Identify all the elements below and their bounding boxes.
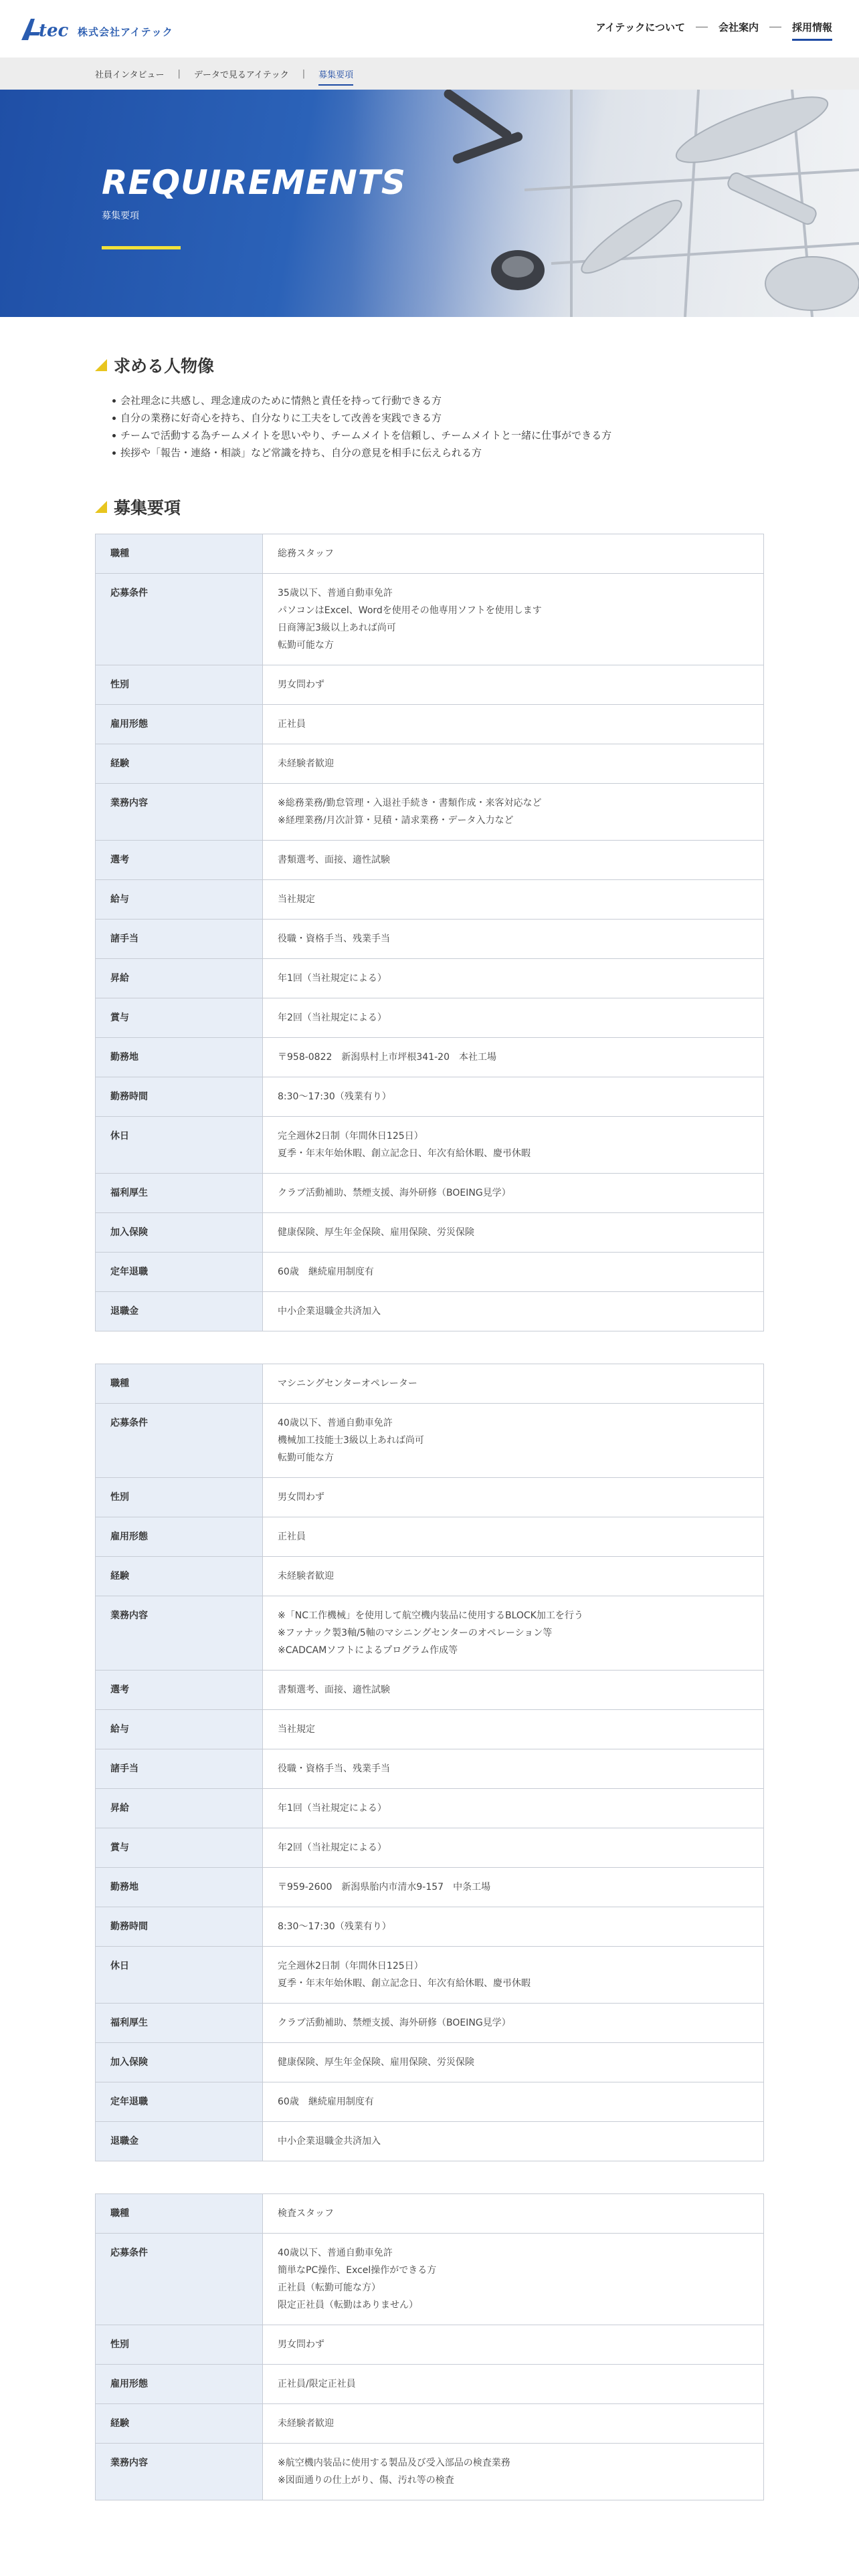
- row-value: [263, 1174, 764, 1213]
- subnav-separator: |: [302, 68, 306, 79]
- row-label: 業務内容: [96, 2444, 263, 2500]
- heading-marker-icon: [95, 359, 107, 371]
- row-label: 性別: [96, 665, 263, 705]
- site-header: [0, 0, 859, 58]
- main-content: [95, 317, 764, 2500]
- row-value-line: 総務スタッフ: [278, 548, 334, 559]
- row-label: 職種: [96, 534, 263, 574]
- table-row: [96, 1174, 764, 1213]
- table-row: [96, 2043, 764, 2082]
- row-value-line: 中小企業退職金共済加入: [278, 2136, 381, 2147]
- table-row: [96, 2004, 764, 2043]
- row-label: 定年退職: [96, 1253, 263, 1292]
- table-row: [96, 1117, 764, 1174]
- row-value-line: 未経験者歓迎: [278, 1571, 334, 1582]
- table-row: [96, 534, 764, 574]
- nav-item-recruit[interactable]: 採用情報: [792, 20, 832, 38]
- row-value-line: 〒958-0822 新潟県村上市坪根341-20 本社工場: [278, 1052, 496, 1063]
- logo-mark-icon: [20, 15, 74, 41]
- persona-list: [95, 392, 764, 461]
- table-row: [96, 2234, 764, 2325]
- table-row: [96, 665, 764, 705]
- row-value-line: 正社員: [278, 719, 306, 730]
- row-value: [263, 1213, 764, 1253]
- row-label: 退職金: [96, 2122, 263, 2161]
- row-value: [263, 1292, 764, 1331]
- row-value: [263, 2043, 764, 2082]
- row-value: [263, 744, 764, 784]
- row-value-line: クラブ活動補助、禁煙支援、海外研修（BOEING見学）: [278, 2018, 511, 2028]
- row-value-line: 60歳 継続雇用制度有: [278, 2097, 374, 2107]
- row-value-line: ※図面通りの仕上がり、傷、汚れ等の検査: [278, 2475, 454, 2486]
- row-value-line: 60歳 継続雇用制度有: [278, 1267, 374, 1277]
- row-value-line: 年2回（当社規定による）: [278, 1842, 387, 1853]
- row-value: [263, 1478, 764, 1517]
- table-row: [96, 1947, 764, 2004]
- row-value-line: 書類選考、面接、適性試験: [278, 855, 390, 865]
- table-row: [96, 1213, 764, 1253]
- row-value: [263, 1789, 764, 1828]
- row-value-line: マシニングセンターオペレーター: [278, 1378, 417, 1389]
- row-value-line: 簡単なPC操作、Excel操作ができる方: [278, 2265, 437, 2276]
- row-value: [263, 2194, 764, 2234]
- row-label: 勤務地: [96, 1038, 263, 1077]
- row-value: [263, 2234, 764, 2325]
- row-value-line: 正社員（転勤可能な方）: [278, 2282, 381, 2293]
- table-row: [96, 574, 764, 665]
- row-value: [263, 880, 764, 920]
- row-label: 経験: [96, 744, 263, 784]
- row-value-line: 年1回（当社規定による）: [278, 1803, 387, 1814]
- table-row: [96, 2404, 764, 2444]
- svg-text:tec: tec: [39, 21, 69, 41]
- row-value-line: ※総務業務/勤怠管理・入退社手続き・書類作成・来客対応など: [278, 798, 542, 809]
- table-row: [96, 2082, 764, 2122]
- table-row: [96, 1710, 764, 1749]
- table-row: [96, 920, 764, 959]
- row-value-line: 未経験者歓迎: [278, 2418, 334, 2429]
- hero-model-parts-image: [351, 90, 859, 317]
- row-value: [263, 1038, 764, 1077]
- row-label: 勤務地: [96, 1868, 263, 1907]
- table-row: [96, 998, 764, 1038]
- row-value-line: ※航空機内装品に使用する製品及び受入部品の検査業務: [278, 2458, 510, 2468]
- row-value: [263, 1828, 764, 1868]
- table-row: [96, 1077, 764, 1117]
- row-value-line: 未経験者歓迎: [278, 758, 334, 769]
- row-label: 職種: [96, 1364, 263, 1404]
- row-label: 福利厚生: [96, 2004, 263, 2043]
- main-nav: [596, 20, 832, 38]
- row-value-line: 完全週休2日制（年間休日125日）: [278, 1131, 423, 1142]
- row-value-line: 日商簿記3級以上あれば尚可: [278, 623, 396, 633]
- row-value-line: ※「NC工作機械」を使用して航空機内装品に使用するBLOCK加工を行う: [278, 1610, 583, 1621]
- row-value: [263, 2122, 764, 2161]
- table-row: [96, 1557, 764, 1596]
- subnav-separator: |: [177, 68, 181, 79]
- row-value-line: 当社規定: [278, 1724, 315, 1735]
- row-label: 勤務時間: [96, 1077, 263, 1117]
- row-value: [263, 841, 764, 880]
- row-value-line: 年1回（当社規定による）: [278, 973, 387, 984]
- row-value-line: 夏季・年末年始休暇、創立記念日、年次有給休暇、慶弔休暇: [278, 1978, 531, 1989]
- row-value-line: クラブ活動補助、禁煙支援、海外研修（BOEING見学）: [278, 1188, 511, 1198]
- table-row: [96, 1907, 764, 1947]
- row-label: 業務内容: [96, 784, 263, 841]
- hero-accent-bar: [102, 246, 181, 249]
- row-value-line: 転勤可能な方: [278, 1453, 334, 1463]
- requirements-heading: [95, 495, 764, 519]
- row-label: 応募条件: [96, 1404, 263, 1478]
- row-value-line: 検査スタッフ: [278, 2208, 334, 2219]
- row-value: [263, 1404, 764, 1478]
- row-value-line: 役職・資格手当、残業手当: [278, 934, 390, 944]
- table-row: [96, 2122, 764, 2161]
- row-value: [263, 1868, 764, 1907]
- row-value-line: 書類選考、面接、適性試験: [278, 1685, 390, 1695]
- job-table: [95, 1364, 764, 2161]
- row-value-line: 限定正社員（転勤はありません）: [278, 2300, 418, 2311]
- table-row: [96, 1038, 764, 1077]
- table-row: [96, 705, 764, 744]
- company-logo[interactable]: [20, 15, 173, 41]
- row-value: [263, 2404, 764, 2444]
- row-label: 定年退職: [96, 2082, 263, 2122]
- row-value: [263, 1596, 764, 1671]
- row-label: 職種: [96, 2194, 263, 2234]
- table-row: [96, 1789, 764, 1828]
- row-label: 選考: [96, 841, 263, 880]
- row-value: [263, 1077, 764, 1117]
- row-value-line: 機械加工技能士3級以上あれば尚可: [278, 1435, 424, 1446]
- row-value: [263, 1557, 764, 1596]
- row-value: [263, 574, 764, 665]
- row-label: 賞与: [96, 998, 263, 1038]
- row-label: 雇用形態: [96, 705, 263, 744]
- table-row: [96, 1671, 764, 1710]
- subnav-item-requirements[interactable]: 募集要項: [318, 68, 353, 80]
- row-label: 性別: [96, 2325, 263, 2365]
- table-row: [96, 1828, 764, 1868]
- row-value-line: 40歳以下、普通自動車免許: [278, 2248, 393, 2258]
- row-value-line: 役職・資格手当、残業手当: [278, 1763, 390, 1774]
- subnav-item-interview[interactable]: 社員インタビュー: [95, 70, 165, 80]
- table-row: [96, 1253, 764, 1292]
- row-value: [263, 1253, 764, 1292]
- row-value-line: 35歳以下、普通自動車免許: [278, 588, 393, 599]
- table-row: [96, 1868, 764, 1907]
- list-item: チームで活動する為チームメイトを思いやり、チームメイトを信頼し、チームメイトと一緒に仕事ができる方: [112, 427, 764, 444]
- row-value: [263, 1947, 764, 2004]
- row-value: [263, 2444, 764, 2500]
- row-value-line: 8:30〜17:30（残業有り）: [278, 1091, 391, 1102]
- row-value-line: 転勤可能な方: [278, 640, 334, 651]
- table-row: [96, 841, 764, 880]
- list-item: 自分の業務に好奇心を持ち、自分なりに工夫をして改善を実践できる方: [112, 409, 764, 427]
- row-label: 昇給: [96, 1789, 263, 1828]
- row-value-line: 夏季・年末年始休暇、創立記念日、年次有給休暇、慶弔休暇: [278, 1148, 531, 1159]
- row-label: 経験: [96, 1557, 263, 1596]
- row-label: 加入保険: [96, 2043, 263, 2082]
- row-value: [263, 784, 764, 841]
- company-name: 株式会社アイテック: [78, 26, 173, 38]
- row-value-line: 男女問わず: [278, 679, 324, 690]
- row-value-line: 正社員/限定正社員: [278, 2379, 356, 2389]
- row-label: 業務内容: [96, 1596, 263, 1671]
- row-value: [263, 665, 764, 705]
- job-tables: [95, 534, 764, 2500]
- hero-banner: [0, 90, 859, 317]
- hero-title: REQUIREMENTS: [102, 163, 406, 202]
- row-value: [263, 1671, 764, 1710]
- row-value: [263, 1907, 764, 1947]
- row-label: 雇用形態: [96, 2365, 263, 2404]
- table-row: [96, 1596, 764, 1671]
- hero-subtitle: 募集要項: [102, 211, 139, 221]
- table-row: [96, 744, 764, 784]
- table-row: [96, 1749, 764, 1789]
- table-row: [96, 1364, 764, 1404]
- row-label: 給与: [96, 1710, 263, 1749]
- row-label: 昇給: [96, 959, 263, 998]
- row-value-line: 8:30〜17:30（残業有り）: [278, 1921, 391, 1932]
- row-value-line: 当社規定: [278, 894, 315, 905]
- row-label: 賞与: [96, 1828, 263, 1868]
- row-value-line: ※CADCAMソフトによるプログラム作成等: [278, 1645, 458, 1656]
- row-value-line: 健康保険、厚生年金保険、雇用保険、労災保険: [278, 2057, 474, 2068]
- row-value: [263, 705, 764, 744]
- row-label: 雇用形態: [96, 1517, 263, 1557]
- row-label: 諸手当: [96, 920, 263, 959]
- row-value: [263, 2004, 764, 2043]
- table-row: [96, 1292, 764, 1331]
- row-label: 選考: [96, 1671, 263, 1710]
- row-value-line: パソコンはExcel、Wordを使用その他専用ソフトを使用します: [278, 605, 542, 616]
- row-label: 性別: [96, 1478, 263, 1517]
- nav-item-about[interactable]: アイテックについて: [595, 21, 685, 33]
- row-value-line: 健康保険、厚生年金保険、雇用保険、労災保険: [278, 1227, 474, 1238]
- row-value: [263, 1749, 764, 1789]
- table-row: [96, 2444, 764, 2500]
- row-label: 応募条件: [96, 574, 263, 665]
- row-value-line: 正社員: [278, 1531, 306, 1542]
- row-value-line: 年2回（当社規定による）: [278, 1012, 387, 1023]
- row-value-line: ※ファナック製3軸/5軸のマシニングセンターのオペレーション等: [278, 1628, 553, 1638]
- row-value-line: 40歳以下、普通自動車免許: [278, 1418, 393, 1428]
- nav-item-company[interactable]: 会社案内: [718, 21, 759, 33]
- row-label: 加入保険: [96, 1213, 263, 1253]
- persona-title: 求める人物像: [114, 356, 215, 376]
- row-value-line: 中小企業退職金共済加入: [278, 1306, 381, 1317]
- row-value: [263, 2365, 764, 2404]
- row-label: 退職金: [96, 1292, 263, 1331]
- sub-nav: [0, 58, 859, 90]
- row-label: 応募条件: [96, 2234, 263, 2325]
- row-label: 休日: [96, 1117, 263, 1174]
- row-value: [263, 1364, 764, 1404]
- persona-heading: [95, 353, 764, 377]
- table-row: [96, 1404, 764, 1478]
- job-table: [95, 2193, 764, 2500]
- table-row: [96, 2325, 764, 2365]
- row-value: [263, 1117, 764, 1174]
- heading-marker-icon: [95, 501, 107, 513]
- list-item: 挨拶や「報告・連絡・相談」など常識を持ち、自分の意見を相手に伝えられる方: [112, 444, 764, 461]
- row-label: 経験: [96, 2404, 263, 2444]
- row-label: 休日: [96, 1947, 263, 2004]
- row-label: 福利厚生: [96, 1174, 263, 1213]
- row-value: [263, 1710, 764, 1749]
- list-item: 会社理念に共感し、理念達成のために情熱と責任を持って行動できる方: [112, 392, 764, 409]
- table-row: [96, 1517, 764, 1557]
- table-row: [96, 2365, 764, 2404]
- row-value-line: ※経理業務/月次計算・見積・請求業務・データ入力など: [278, 815, 514, 826]
- row-value: [263, 998, 764, 1038]
- row-label: 勤務時間: [96, 1907, 263, 1947]
- table-row: [96, 2194, 764, 2234]
- row-label: 諸手当: [96, 1749, 263, 1789]
- row-value: [263, 1517, 764, 1557]
- job-table: [95, 534, 764, 1331]
- row-value: [263, 959, 764, 998]
- requirements-title: 募集要項: [114, 498, 181, 518]
- row-value: [263, 534, 764, 574]
- row-value-line: 完全週休2日制（年間休日125日）: [278, 1961, 423, 1971]
- row-value-line: 〒959-2600 新潟県胎内市清水9-157 中条工場: [278, 1882, 491, 1893]
- table-row: [96, 880, 764, 920]
- row-value: [263, 2082, 764, 2122]
- table-row: [96, 784, 764, 841]
- row-label: 給与: [96, 880, 263, 920]
- row-value: [263, 920, 764, 959]
- row-value-line: 男女問わず: [278, 2339, 324, 2350]
- row-value: [263, 2325, 764, 2365]
- table-row: [96, 959, 764, 998]
- table-row: [96, 1478, 764, 1517]
- row-value-line: 男女問わず: [278, 1492, 324, 1503]
- subnav-item-data[interactable]: データで見るアイテック: [193, 70, 289, 80]
